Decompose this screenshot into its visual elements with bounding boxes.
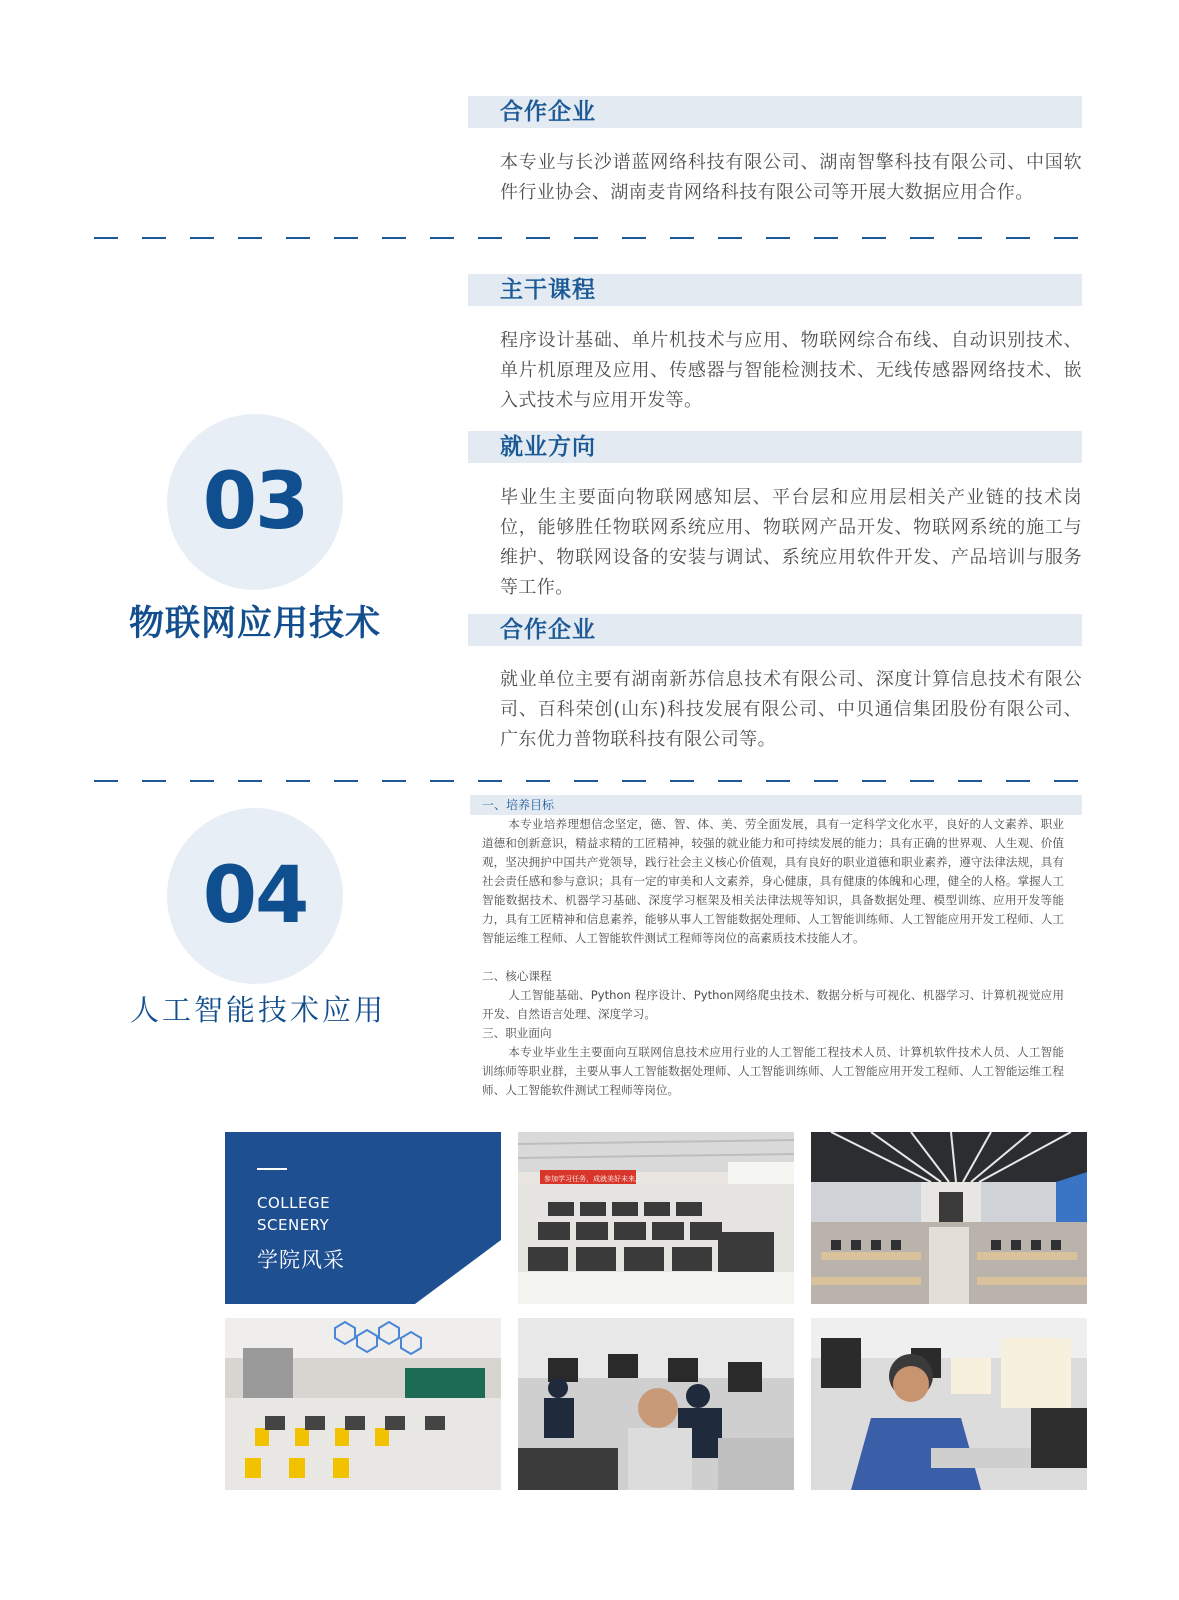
goal-text-04 (482, 815, 1064, 948)
employment-title-03: 就业方向 (500, 434, 596, 460)
photo-students-lab-1 (518, 1318, 794, 1490)
college-scenery-box (225, 1132, 501, 1304)
goal-text-04-body: 本专业培养理想信念坚定，德、智、体、美、劳全面发展，具有一定科学文化水平，良好的人文素养、职业道德和创新意识，精益求精的工匠精神，较强的就业能力和可持续发展的能力；具有正确的世界观、人生观、价值观，坚决拥护中国共产党领导，践行社会主义核心价值观，具有良好的职业道德和职业素养，遵守法律法规，具有社会责任感和参与意识；具有一定的审美和人文素养，身心健康，具有健康的体魄和心理，健全的人格。掌握人工智能数据技术、机器学习基础、深度学习框架及相关法律法规等知识，具备数据处理、模型训练、应用开发等能力，具有工匠精神和信息素养，能够从事人工智能数据处理师、人工智能训练师、人工智能应用开发工程师、人工智能运维工程师、人工智能软件测试工程师等岗位的高素质技术技能人才。 (482, 817, 1064, 945)
scenery-english-line1: COLLEGE (257, 1194, 331, 1212)
scenery-accent-line (257, 1168, 287, 1170)
section-number-03: 03 (202, 457, 308, 547)
goal-header-bar-04 (470, 795, 1082, 815)
cooperation-title-prev: 合作企业 (500, 99, 596, 125)
photo-modern-lab (811, 1132, 1087, 1304)
photo-students-lab-2 (811, 1318, 1087, 1490)
courses-header-bar-03 (468, 274, 1082, 306)
cooperation-header-bar-prev (468, 96, 1082, 128)
employment-text-03: 毕业生主要面向物联网感知层、平台层和应用层相关产业链的技术岗位，能够胜任物联网系统应用、物联网产品开发、物联网系统的施工与维护、物联网设备的安装与调试、系统应用软件开发、产品培训与服务等工作。 (500, 487, 1082, 598)
goal-title-04: 一、培养目标 (482, 798, 555, 812)
career-text-04 (482, 1043, 1064, 1100)
photo1-banner-text: 参加学习任务，成就美好未来。 (544, 1175, 642, 1183)
employment-header-bar-03 (468, 431, 1082, 463)
major-name-04: 人工智能技术应用 (129, 993, 386, 1027)
section-number-circle-04 (167, 808, 343, 984)
courses-text-04-body: 人工智能基础、Python 程序设计、Python网络爬虫技术、数据分析与可视化、机器学习、计算机视觉应用开发、自然语言处理、深度学习。 (482, 988, 1064, 1021)
courses-text-04 (482, 986, 1064, 1024)
cooperation-header-bar-03 (468, 614, 1082, 646)
photo-smart-classroom (225, 1318, 501, 1490)
dashed-divider-2 (94, 780, 1082, 782)
cooperation-title-03: 合作企业 (500, 617, 596, 643)
photo-computer-lab-1 (518, 1132, 794, 1304)
courses-text-03: 程序设计基础、单片机技术与应用、物联网综合布线、自动识别技术、单片机原理及应用、传感器与智能检测技术、无线传感器网络技术、嵌入式技术与应用开发等。 (500, 330, 1082, 411)
career-title-04: 三、职业面向 (482, 1026, 552, 1040)
courses-title-04: 二、核心课程 (482, 969, 552, 983)
courses-title-03: 主干课程 (500, 277, 596, 303)
cooperation-text-03: 就业单位主要有湖南新苏信息技术有限公司、深度计算信息技术有限公司、百科荣创(山东)科技发展有限公司、中贝通信集团股份有限公司、广东优力普物联科技有限公司等。 (500, 669, 1082, 750)
career-text-04-body: 本专业毕业生主要面向互联网信息技术应用行业的人工智能工程技术人员、计算机软件技术人员、人工智能训练师等职业群，主要从事人工智能数据处理师、人工智能训练师、人工智能应用开发工程师、人工智能运维工程师、人工智能软件测试工程师等岗位。 (482, 1045, 1064, 1097)
section-number-04: 04 (202, 851, 308, 941)
scenery-chinese-title: 学院风采 (257, 1248, 345, 1272)
dashed-divider-1 (94, 237, 1082, 239)
major-name-03: 物联网应用技术 (128, 604, 381, 644)
scenery-english-line2: SCENERY (257, 1216, 330, 1234)
section-number-circle-03 (167, 414, 343, 590)
scenery-english-title (257, 1192, 330, 1236)
cooperation-text-prev: 本专业与长沙谱蓝网络科技有限公司、湖南智擎科技有限公司、中国软件行业协会、湖南麦肯网络科技有限公司等开展大数据应用合作。 (500, 152, 1082, 203)
